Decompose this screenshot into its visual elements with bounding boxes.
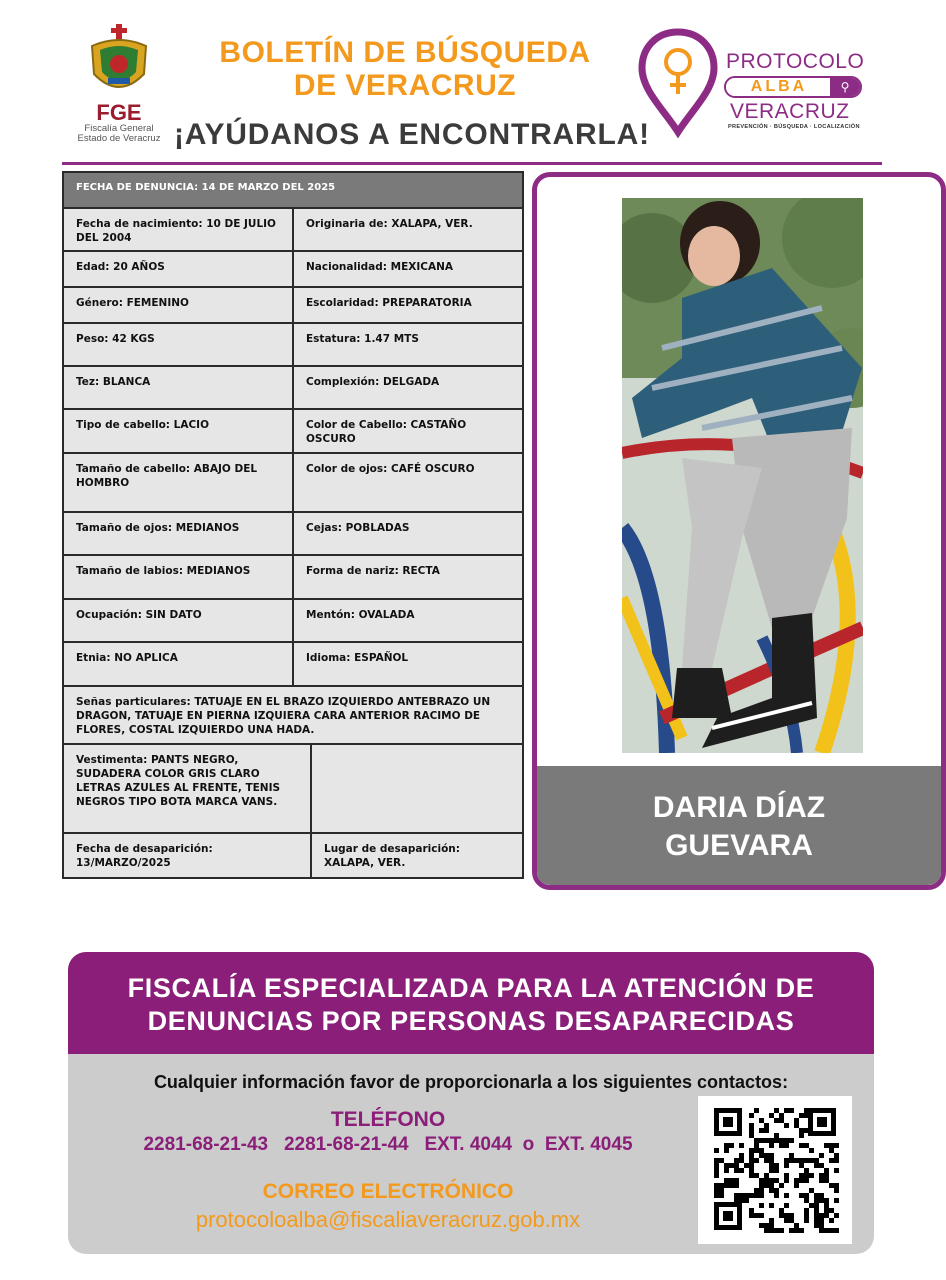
distinguishing-marks-cell: Señas particulares: TATUAJE EN EL BRAZO IZQUIERDO ANTEBRAZO UN DRAGON, TATUAJE EN PIERNA IZQUIERA CARA ANTERIOR RACIMO DE FLORES, COSTAL IZQUIERDO UNA HADA. — [63, 686, 523, 744]
birth-date-cell: Fecha de nacimiento: 10 DE JULIO DEL 2004 — [63, 208, 293, 251]
nose-shape-cell: Forma de nariz: RECTA — [293, 555, 523, 599]
alba-logo-alba: ALBA — [726, 78, 832, 96]
language-cell: Idioma: ESPAÑOL — [293, 642, 523, 686]
skin-tone-cell: Tez: BLANCA — [63, 366, 293, 409]
hair-length-cell: Tamaño de cabello: ABAJO DEL HOMBRO — [63, 453, 293, 512]
email-label: CORREO ELECTRÓNICO — [262, 1180, 514, 1203]
phone-label: TELÉFONO — [330, 1108, 446, 1131]
name-line-1: DARIA DÍAZ — [652, 791, 826, 824]
missing-person-data-table — [62, 171, 524, 879]
clothing-cell: Vestimenta: PANTS NEGRO, SUDADERA COLOR GRIS CLARO LETRAS AZULES AL FRENTE, TENIS NEGROS TIPO BOTA MARCA VANS. — [63, 744, 311, 833]
contact-instructions: Cualquier información favor de proporcionarla a los siguientes contactos: — [153, 1072, 789, 1092]
hair-color-cell: Color de Cabello: CASTAÑO OSCURO — [293, 409, 523, 453]
weight-cell: Peso: 42 KGS — [63, 323, 293, 366]
alba-location-pin-icon — [638, 28, 718, 138]
gender-cell: Género: FEMENINO — [63, 287, 293, 323]
height-cell: Estatura: 1.47 MTS — [293, 323, 523, 366]
female-symbol-icon — [666, 50, 690, 94]
origin-cell: Originaria de: XALAPA, VER. — [293, 208, 523, 251]
occupation-cell: Ocupación: SIN DATO — [63, 599, 293, 642]
build-cell: Complexión: DELGADA — [293, 366, 523, 409]
help-find-her-heading: ¡AYÚDANOS A ENCONTRARLA! — [174, 118, 650, 151]
bulletin-title — [180, 36, 630, 102]
alba-logo-pill — [724, 76, 862, 98]
eye-size-cell: Tamaño de ojos: MEDIANOS — [63, 512, 293, 555]
alba-logo-protocolo: PROTOCOLO — [726, 50, 865, 73]
phone-numbers[interactable]: 2281-68-21-43 2281-68-21-44 EXT. 4044 o EXT. 4045 — [143, 1134, 633, 1155]
header-divider — [62, 162, 882, 165]
alba-logo-tagline: PREVENCIÓN · BÚSQUEDA · LOCALIZACIÓN — [728, 124, 860, 130]
prosecutor-office-title — [68, 972, 874, 1038]
fge-abbreviation: FGE — [96, 100, 142, 125]
search-icon: ⚲ — [830, 78, 860, 96]
chin-cell: Mentón: OVALADA — [293, 599, 523, 642]
photo-card — [532, 172, 946, 890]
hair-type-cell: Tipo de cabello: LACIO — [63, 409, 293, 453]
fge-shield-logo — [86, 24, 152, 100]
alba-logo-veracruz: VERACRUZ — [730, 100, 850, 123]
contact-panel — [68, 952, 874, 1254]
report-date-header: FECHA DE DENUNCIA: 14 DE MARZO DEL 2025 — [63, 172, 523, 208]
email-address[interactable]: protocoloalba@fiscaliaveracruz.gob.mx — [195, 1207, 581, 1232]
missing-person-photo — [622, 198, 863, 753]
eye-color-cell: Color de ojos: CAFÉ OSCURO — [293, 453, 523, 512]
lip-size-cell: Tamaño de labios: MEDIANOS — [63, 555, 293, 599]
fge-logo — [70, 24, 168, 152]
missing-person-name — [537, 789, 941, 865]
nationality-cell: Nacionalidad: MEXICANA — [293, 251, 523, 287]
age-cell: Edad: 20 AÑOS — [63, 251, 293, 287]
fge-name-line-1: Fiscalía General — [84, 123, 154, 134]
name-line-2: GUEVARA — [665, 829, 813, 862]
protocolo-alba-logo — [638, 28, 878, 140]
qr-code[interactable] — [698, 1096, 852, 1244]
fge-name-line-2: Estado de Veracruz — [77, 133, 161, 144]
eyebrows-cell: Cejas: POBLADAS — [293, 512, 523, 555]
prosecutor-office-title-line-2: DENUNCIAS POR PERSONAS DESAPARECIDAS — [147, 1006, 795, 1036]
empty-cell — [311, 744, 523, 833]
ethnicity-cell: Etnia: NO APLICA — [63, 642, 293, 686]
disappearance-place-cell: Lugar de desaparición: XALAPA, VER. — [311, 833, 523, 878]
bulletin-title-line-1: BOLETÍN DE BÚSQUEDA — [219, 36, 591, 69]
bulletin-title-line-2: DE VERACRUZ — [293, 69, 517, 102]
disappearance-date-cell: Fecha de desaparición: 13/MARZO/2025 — [63, 833, 311, 878]
education-cell: Escolaridad: PREPARATORIA — [293, 287, 523, 323]
prosecutor-office-title-line-1: FISCALÍA ESPECIALIZADA PARA LA ATENCIÓN DE — [127, 973, 815, 1003]
